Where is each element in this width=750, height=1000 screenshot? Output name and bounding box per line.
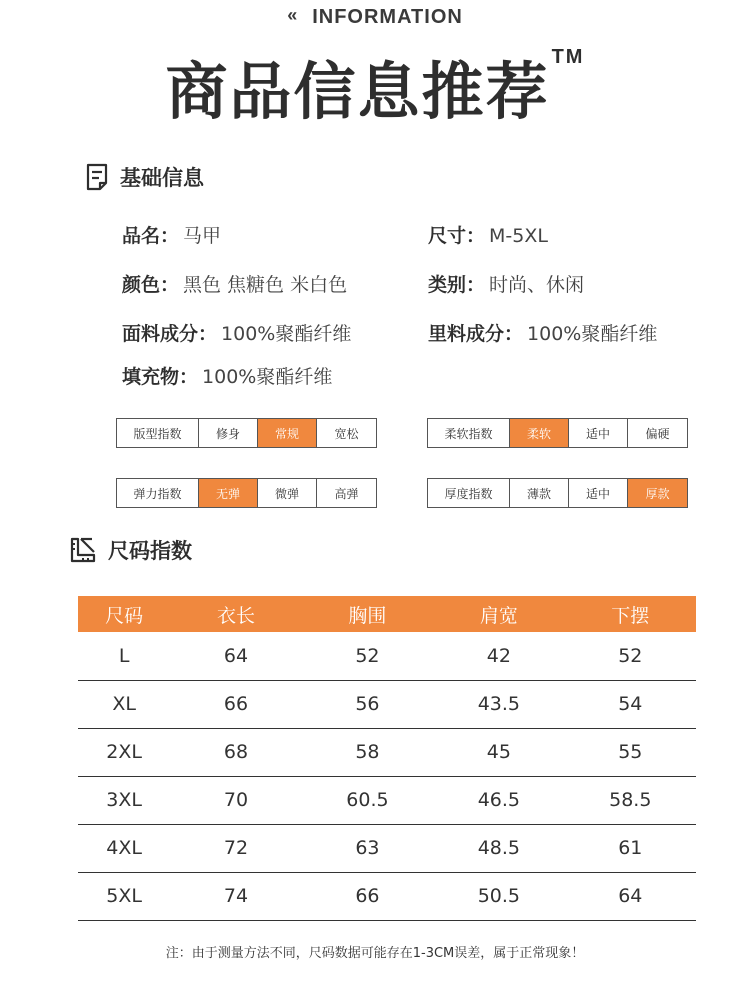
table-cell: 2XL <box>78 728 170 776</box>
scale-label: 厚度指数 <box>428 479 510 507</box>
basic-info-heading-text: 基础信息 <box>120 166 204 190</box>
scale-label: 柔软指数 <box>428 419 510 447</box>
table-cell: 61 <box>565 824 696 872</box>
page-title <box>0 42 750 131</box>
size-chart-heading-text: 尺码指数 <box>108 539 192 563</box>
table-cell: 52 <box>565 632 696 680</box>
table-row <box>78 728 696 776</box>
table-row <box>78 776 696 824</box>
table-cell: 58 <box>302 728 433 776</box>
column-header: 肩宽 <box>433 596 564 632</box>
info-field-category: 类别： 时尚、休闲 <box>428 274 585 296</box>
table-cell: 64 <box>170 632 301 680</box>
scale-option: 适中 <box>569 419 628 447</box>
table-cell: 54 <box>565 680 696 728</box>
header-subtitle <box>0 6 750 29</box>
table-cell: 56 <box>302 680 433 728</box>
scale-option: 适中 <box>569 479 628 507</box>
scale-label: 版型指数 <box>117 419 199 447</box>
info-field-lining: 里料成分： 100%聚酯纤维 <box>428 323 658 345</box>
table-cell: 46.5 <box>433 776 564 824</box>
size-table <box>78 596 696 921</box>
double-chevron-left-icon: « <box>287 5 299 25</box>
subtitle-text: INFORMATION <box>312 6 463 28</box>
index-scale-fit <box>116 418 377 448</box>
scale-label: 弹力指数 <box>117 479 199 507</box>
index-scale-elasticity <box>116 478 377 508</box>
table-cell: 68 <box>170 728 301 776</box>
table-cell: 63 <box>302 824 433 872</box>
table-cell: 70 <box>170 776 301 824</box>
table-row <box>78 632 696 680</box>
table-cell: 43.5 <box>433 680 564 728</box>
scale-option: 薄款 <box>510 479 569 507</box>
trademark-mark: TM <box>551 46 585 68</box>
table-cell: 55 <box>565 728 696 776</box>
table-cell: 58.5 <box>565 776 696 824</box>
table-cell: 5XL <box>78 872 170 920</box>
table-cell: 60.5 <box>302 776 433 824</box>
title-text: 商品信息推荐 <box>165 55 550 128</box>
info-field-color: 颜色： 黑色 焦糖色 米白色 <box>122 274 348 296</box>
column-header: 尺码 <box>78 596 170 632</box>
scale-option: 厚款 <box>628 479 687 507</box>
table-cell: 72 <box>170 824 301 872</box>
size-table-header <box>78 596 696 632</box>
scale-option: 修身 <box>199 419 258 447</box>
table-cell: 50.5 <box>433 872 564 920</box>
table-cell: L <box>78 632 170 680</box>
table-cell: 52 <box>302 632 433 680</box>
scale-option: 微弹 <box>258 479 317 507</box>
info-field-name: 品名： 马甲 <box>122 225 222 247</box>
table-cell: 66 <box>302 872 433 920</box>
size-chart-heading <box>70 535 192 565</box>
index-scale-softness <box>427 418 688 448</box>
table-cell: 66 <box>170 680 301 728</box>
document-icon <box>86 163 108 191</box>
table-cell: 74 <box>170 872 301 920</box>
table-cell: 42 <box>433 632 564 680</box>
column-header: 下摆 <box>565 596 696 632</box>
scale-option: 常规 <box>258 419 317 447</box>
table-cell: 45 <box>433 728 564 776</box>
table-row <box>78 872 696 920</box>
table-cell: 3XL <box>78 776 170 824</box>
table-cell: 48.5 <box>433 824 564 872</box>
scale-option: 高弹 <box>334 486 359 501</box>
scale-option: 宽松 <box>334 426 359 441</box>
table-cell: XL <box>78 680 170 728</box>
info-field-size: 尺寸： M-5XL <box>428 225 548 247</box>
table-row <box>78 680 696 728</box>
column-header: 衣长 <box>170 596 301 632</box>
table-cell: 64 <box>565 872 696 920</box>
footnote: 注：由于测量方法不同，尺码数据可能存在1-3CM误差，属于正常现象！ <box>165 946 585 961</box>
scale-option: 无弹 <box>199 479 258 507</box>
column-header: 胸围 <box>302 596 433 632</box>
scale-option: 柔软 <box>510 419 569 447</box>
table-cell: 4XL <box>78 824 170 872</box>
ruler-icon <box>70 537 96 563</box>
basic-info-heading <box>86 162 204 192</box>
index-scale-thickness <box>427 478 688 508</box>
info-field-fabric: 面料成分： 100%聚酯纤维 <box>122 323 352 345</box>
table-row <box>78 824 696 872</box>
info-field-filling: 填充物： 100%聚酯纤维 <box>122 366 333 388</box>
scale-option: 偏硬 <box>645 426 670 441</box>
